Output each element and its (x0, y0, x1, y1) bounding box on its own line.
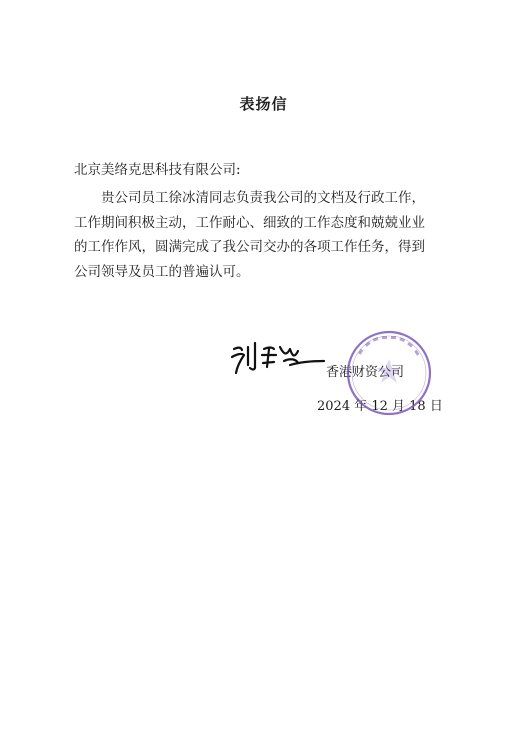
body-line: 工作期间积极主动，工作耐心、细致的工作态度和兢兢业业 (74, 214, 425, 231)
handwritten-signature (228, 335, 326, 377)
letter-body (74, 186, 459, 284)
letter-title: 表扬信 (239, 95, 288, 113)
letter-date: 2024 年 12 月 18 日 (317, 399, 443, 414)
company-signature-name: 香港财资公司 (326, 365, 405, 380)
body-line: 公司领导及员工的普遍认可。 (74, 263, 250, 280)
body-line: 的工作作风，圆满完成了我公司交办的各项工作任务，得到 (74, 239, 425, 255)
letter-salutation: 北京美络克思科技有限公司: (74, 162, 241, 178)
body-line: 贵公司员工徐冰清同志负责我公司的文档及行政工作， (101, 190, 425, 206)
